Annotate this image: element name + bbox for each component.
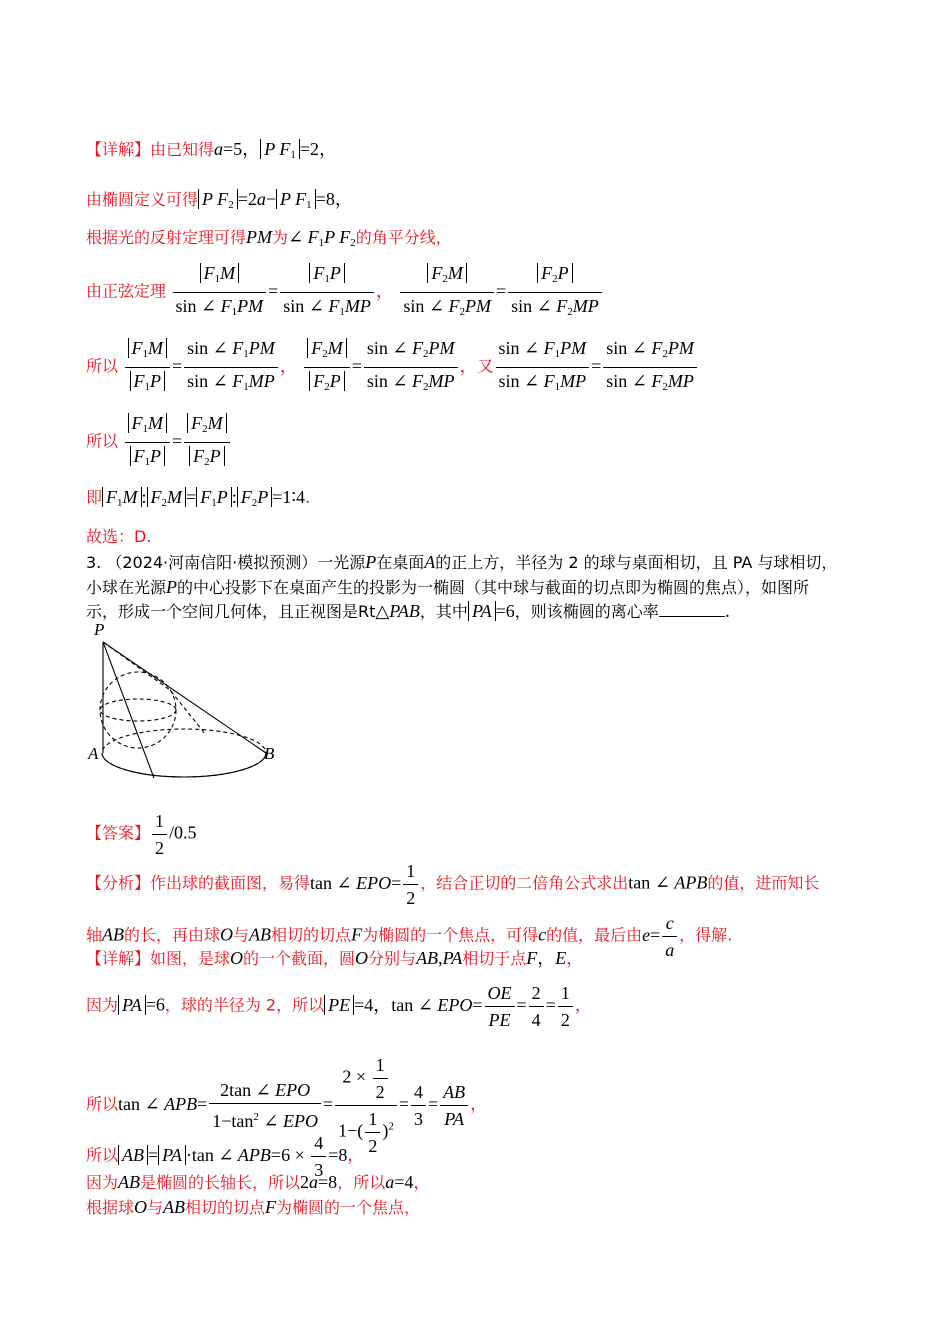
tangent-dashed (103, 642, 206, 735)
sphere-equator (100, 699, 176, 721)
detail-tag: 【详解】 (86, 140, 151, 159)
q3-line-1: 3. （2024·河南信阳·模拟预测）一光源P在桌面A的正上方，半径为 2 的球与桌面相切，且 PA 与球相切， (86, 552, 838, 572)
answer-choice: 故选：D. (86, 527, 152, 546)
answer-tag: 【答案】 (86, 823, 151, 843)
q3-line-3: 示，形成一个空间几何体，且正视图是Rt△PAB，其中 PA =6，则该椭圆的离心率 . (86, 601, 731, 622)
segment-PB (103, 642, 266, 753)
detail-line-7: 即 $F_1M$ : $F_2M = F_1P$ : $F_2P$ =1∶4. (86, 487, 311, 509)
q3-line-2: 小球在光源P的中心投影下在桌面产生的投影为一椭圆（其中球与截面的切点即为椭圆的焦点），如图所 (86, 577, 810, 597)
analysis-line-1: 【分析】作出球的截面图，易得tan ∠ EPO= $\frac{1}{2}$ ，结合正切的二倍角公式求出tan ∠ APB的值，进而知长 (86, 858, 819, 911)
detail2-line-4: 所以 AB = PA ·tan ∠ APB=6 × $\frac{4}{3}$ =8， (86, 1130, 364, 1183)
detail-line-1: 【详解】由已知得a=5， P $F_1 =2$， (86, 139, 338, 161)
detail2-line-3: 所以tan ∠ APB= $\frac{\text{2tan ∠ EPO}}{1-\tan^2 \angle EPO}$ = 2 × $\frac{1}{2}$ 1−( $\frac{1}{2}$ )$^2$ = $\frac{4}{3}$ = $\frac{AB}{PA}$ ， (86, 1052, 487, 1159)
geometry-figure (86, 620, 286, 785)
detail-line-4: 由正弦定理 $\frac{F_1M}{\sin \angle F_1PM}$ = $\frac{F_1P}{\sin \angle F_1MP}$ ， $\frac{F_2M}{\sin \angle F_2PM}$ = $\frac{F_2P}{\sin \angle F_2MP}$ (86, 260, 604, 325)
detail-line-6: 所以 $\frac{F_1M}{F_1P}$ = $\frac{F_2M}{F_2P}$ (86, 410, 232, 475)
detail-line-5: 所以 $\frac{F_1M}{F_1P}$ = $\frac{\sin \angle F_1PM}{\sin \angle F_1MP}$ ， $\frac{F_2M}{F_2P}$ = $\frac{\sin \angle F_2PM}{\sin \angle F_2MP}$ ，又 $\frac{\sin \angle F_1PM}{\sin \angle F_1MP}$ = $\frac{\sin \angle F_2PM}{\sin \angle F_2MP}$ (86, 335, 699, 400)
detail2-line-5: 因为AB是椭圆的长轴长，所以2a=8，所以a=4， (86, 1172, 431, 1193)
detail-line-2: 由椭圆定义可得 P $F_2 =2a- P$ $F_1 =8$， (86, 189, 353, 211)
label-A: A (88, 744, 99, 763)
segment-P-bottom (103, 642, 154, 778)
label-P: P (94, 620, 105, 639)
detail2-tag: 【详解】 (86, 949, 151, 968)
ellipse-bottom (102, 753, 266, 777)
analysis-tag: 【分析】 (86, 873, 151, 893)
answer-blank (659, 600, 725, 617)
label-B: B (264, 744, 275, 763)
detail2-line-1: 【详解】如图，是球O的一个截面，圆O分别与AB,PA相切于点F，E， (86, 948, 584, 969)
analysis-line-2: 轴AB的长，再由球O与AB相切的切点F为椭圆的一个焦点，可得c的值，最后由e= $\frac{c}{a}$ ，得解. (86, 910, 732, 963)
detail2-line-6: 根据球O与AB相切的切点F为椭圆的一个焦点， (86, 1197, 421, 1217)
detail-line-3: 根据光的反射定理可得PM为∠ $F_1P$ $F_2$的角平分线， (86, 227, 452, 249)
answer-line: 【答案】 $\frac{1}{2}$ /0.5 (86, 808, 197, 861)
detail2-line-2: 因为 PA =6，球的半径为 2，所以 PE =4，tan ∠ EPO= $\frac{OE}{PE}$ = $\frac{2}{4}$ = $\frac{1}{2}$ ， (86, 980, 592, 1033)
